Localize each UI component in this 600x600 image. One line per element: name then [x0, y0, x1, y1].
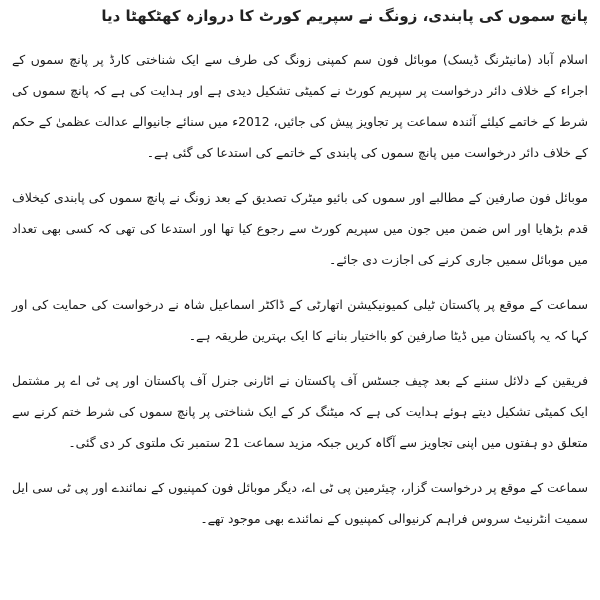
article-paragraph: موبائل فون صارفین کے مطالبے اور سموں کی بائیو میٹرک تصدیق کے بعد زونگ نے پانچ سموں کی پابندی کیخلاف قدم بڑھایا اور اس ضمن میں جون میں سپریم کورٹ سے رجوع کیا تھا اور استدعا کی تھی کہ کسی بھی تعداد میں موبائل سمیں جاری کرنے کی اجازت دی جائے۔	[12, 190, 588, 267]
article-paragraph: اسلام آباد (مانیٹرنگ ڈیسک) موبائل فون سم کمپنی زونگ کی طرف سے ایک شناختی کارڈ پر پانچ سموں کے اجراء کے خلاف دائر درخواست پر سپریم کورٹ نے کمیٹی تشکیل دیدی ہے اور ہدایت کی ہے کہ پانچ سموں کی شرط کے خاتمے کیلئے آئندہ سماعت پر تجاویز پیش کی جائیں، 2012ء میں سنائے جانیوالے عدالت عظمیٰ کے حکم کے خلاف دائر درخواست میں پانچ سموں کی پابندی کے خاتمے کی استدعا کی گئی ہے۔	[12, 52, 588, 160]
article-paragraph: فریقین کے دلائل سننے کے بعد چیف جسٹس آف پاکستان نے اٹارنی جنرل آف پاکستان اور پی ٹی اے پر مشتمل ایک کمیٹی تشکیل دیتے ہوئے ہدایت کی ہے کہ میٹنگ کر کے ایک شناختی پر پانچ سموں کی شرط ختم کرنے سے متعلق دو ہفتوں میں اپنی تجاویز سے آگاہ کریں جبکہ مزید سماعت 21 ستمبر تک ملتوی کر دی گئی۔	[12, 373, 588, 450]
article-body	[12, 44, 588, 534]
article-paragraph: سماعت کے موقع پر درخواست گزار، چیئرمین پی ٹی اے، دیگر موبائل فون کمپنیوں کے نمائندے اور پی ٹی سی ایل سمیت انٹرنیٹ سروس فراہم کرنیوالی کمپنیوں کے نمائندے بھی موجود تھے۔	[12, 480, 588, 526]
article-headline: پانچ سموں کی پابندی، زونگ نے سپریم کورٹ کا دروازہ کھٹکھٹا دیا	[101, 7, 588, 25]
article-paragraph: سماعت کے موقع پر پاکستان ٹیلی کمیونیکیشن اتھارٹی کے ڈاکٹر اسماعیل شاہ نے درخواست کی حمایت کی اور کہا کہ یہ پاکستان میں ڈیٹا صارفین کو بااختیار بنانے کا ایک بہترین طریقہ ہے۔	[12, 297, 588, 343]
